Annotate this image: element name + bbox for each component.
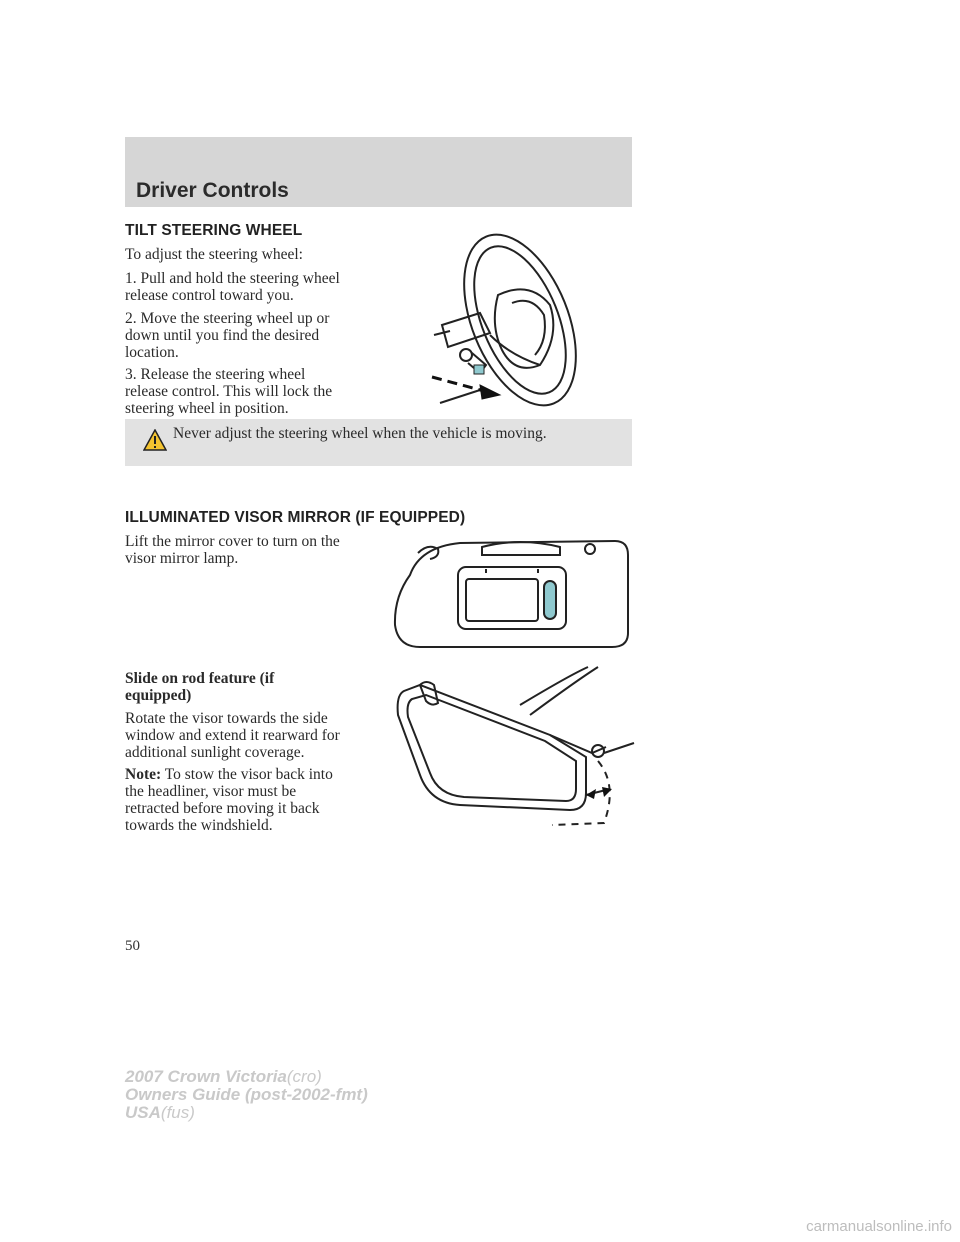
- section-header: [125, 137, 632, 207]
- section-title: Driver Controls: [136, 179, 289, 202]
- page-number: 50: [125, 938, 140, 954]
- warning-icon: [143, 429, 167, 451]
- warning-text: Never adjust the steering wheel when the vehicle is moving.: [173, 425, 547, 442]
- steering-wheel-illustration: [420, 225, 590, 415]
- footer-line-1: 2007 Crown Victoria(cro): [125, 1067, 322, 1086]
- slide-rod-note: Note: To stow the visor back into the headliner, visor must be retracted before moving it back towards the windshield.: [125, 766, 333, 834]
- tilt-heading: TILT STEERING WHEEL: [125, 222, 303, 239]
- tilt-step-3: 3. Release the steering wheel release control. This will lock the steering wheel in position.: [125, 366, 333, 417]
- watermark: carmanualsonline.info: [806, 1218, 952, 1235]
- tilt-intro: To adjust the steering wheel:: [125, 246, 303, 263]
- visor-mirror-illustration: [390, 535, 635, 655]
- tilt-step-2: 2. Move the steering wheel up or down until you find the desired location.: [125, 310, 330, 361]
- visor-heading: ILLUMINATED VISOR MIRROR (IF EQUIPPED): [125, 509, 466, 526]
- visor-slide-rod-illustration: [390, 665, 640, 830]
- slide-rod-text: Rotate the visor towards the side window and extend it rearward for additional sunlight coverage.: [125, 710, 340, 761]
- footer-line-2: Owners Guide (post-2002-fmt): [125, 1085, 368, 1104]
- document-footer: [125, 1068, 368, 1122]
- slide-rod-subheading: Slide on rod feature (if equipped): [125, 670, 275, 704]
- visor-text: Lift the mirror cover to turn on the visor mirror lamp.: [125, 533, 340, 567]
- footer-line-3: USA(fus): [125, 1103, 195, 1122]
- warning-box: [125, 419, 632, 466]
- tilt-step-1: 1. Pull and hold the steering wheel release control toward you.: [125, 270, 340, 304]
